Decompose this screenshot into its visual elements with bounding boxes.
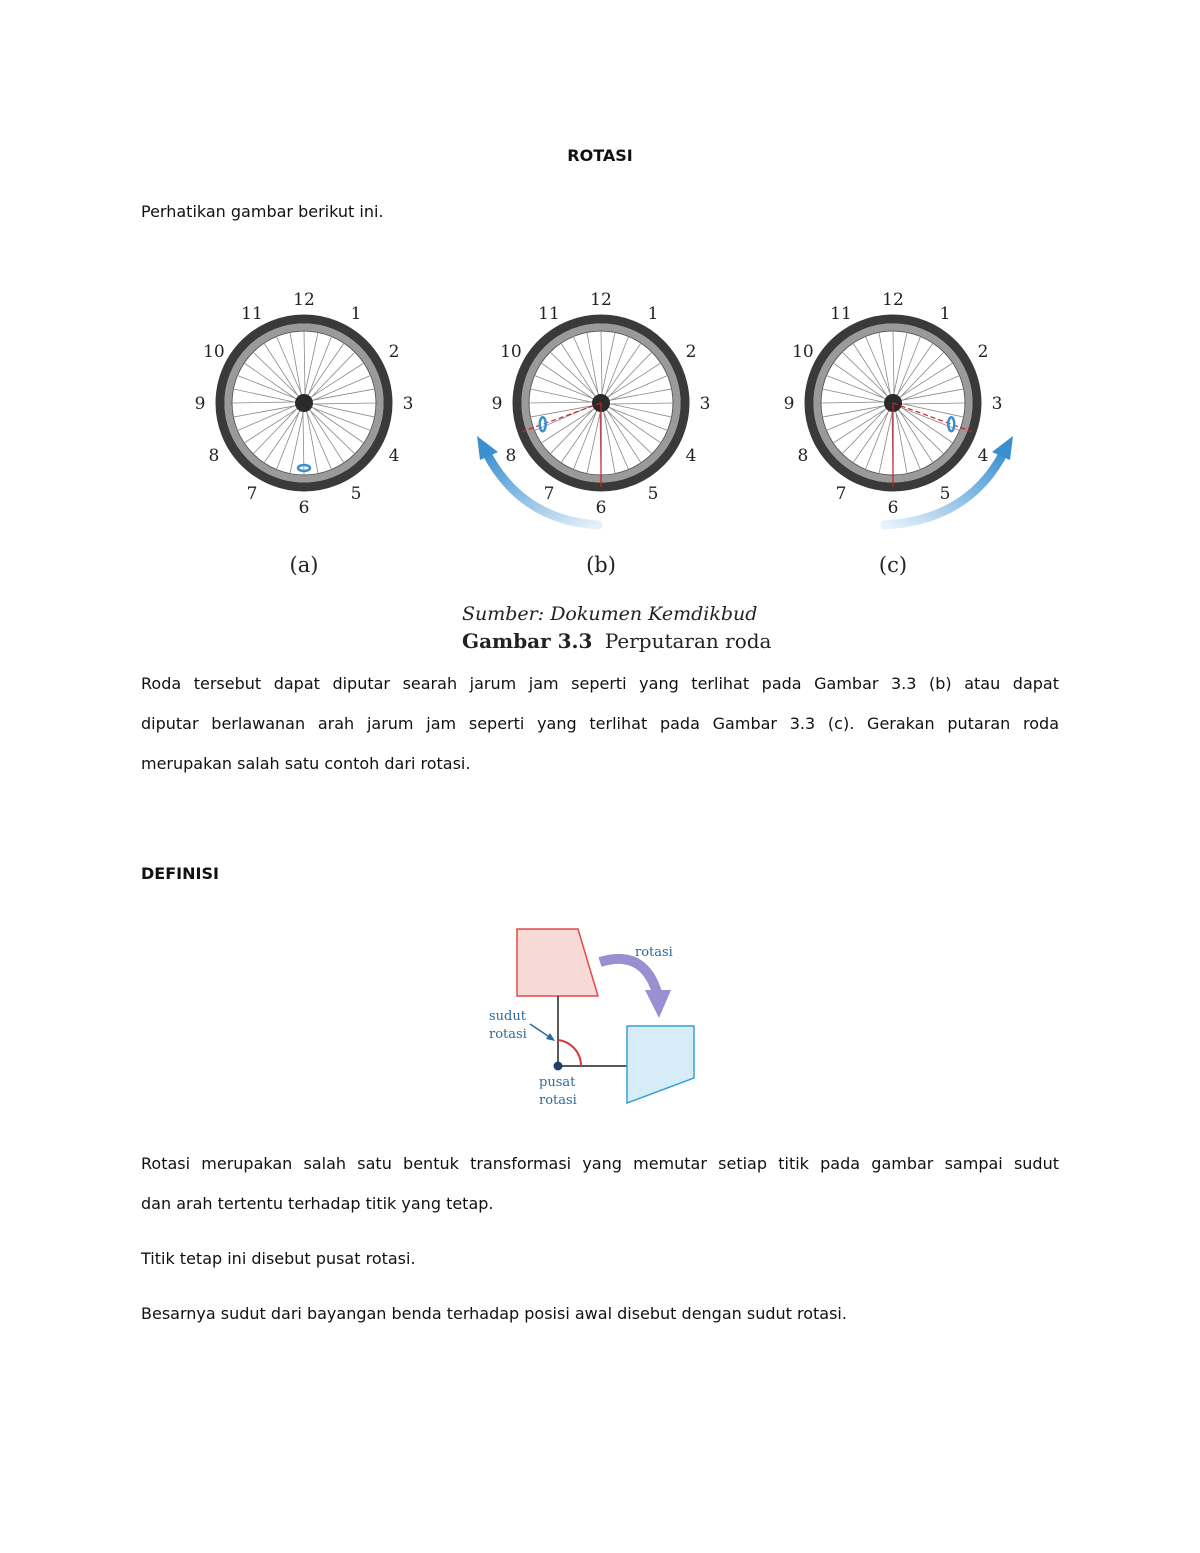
clock-number: 4: [388, 446, 400, 466]
definition-line-3: Titik tetap ini disebut pusat rotasi.: [141, 1249, 416, 1268]
clock-number: 9: [783, 394, 795, 414]
clock-number: 11: [538, 303, 560, 324]
paragraph-1: [141, 664, 1059, 784]
clock-number: 8: [208, 446, 220, 466]
label-rotasi: rotasi: [635, 945, 673, 960]
rotation-diagram: [475, 920, 715, 1115]
rotation-angle-arc: [558, 1040, 581, 1066]
definition-line-4: Besarnya sudut dari bayangan benda terhadap posisi awal disebut dengan sudut rotasi.: [141, 1304, 847, 1323]
clock-number: 5: [647, 484, 659, 505]
definition-paragraph: [141, 1144, 1059, 1224]
clock-number: 8: [505, 446, 517, 466]
clock-number: 9: [491, 394, 503, 414]
clock-number: 7: [835, 484, 847, 505]
label-pusat-rotasi-1: pusat: [539, 1075, 576, 1090]
wheel-figure: [180, 280, 1040, 655]
clock-number: 6: [887, 498, 899, 518]
clockwise-arrowhead: [477, 436, 498, 460]
paragraph-1-line-3: merupakan salah satu contoh dari rotasi.: [141, 754, 471, 773]
definition-line-2: dan arah tertentu terhadap titik yang tetap.: [141, 1194, 494, 1213]
paragraph-1-line-2: diputar berlawanan arah jarum jam seperti yang terlihat pada Gambar 3.3 (c). Gerakan putaran roda: [141, 714, 1059, 733]
clock-number: 12: [293, 290, 315, 310]
clock-number: 2: [685, 342, 697, 362]
paragraph-1-line-1: Roda tersebut dapat diputar searah jarum jam seperti yang terlihat pada Gambar 3.3 (b) atau dapat: [141, 674, 1059, 693]
clock-number: 1: [647, 303, 659, 324]
figure-caption: [462, 629, 772, 653]
clock-number: 2: [977, 342, 989, 362]
clock-number: 4: [685, 446, 697, 466]
definisi-heading: DEFINISI: [141, 864, 219, 883]
figure-caption-text: Perputaran roda: [604, 629, 772, 653]
page-title: ROTASI: [567, 146, 633, 165]
wheel-label-b: (b): [586, 553, 616, 577]
clock-number: 10: [792, 342, 814, 362]
clock-number: 7: [246, 484, 258, 505]
image-shape: [627, 1026, 694, 1103]
wheel-b: [492, 290, 711, 518]
clock-number: 12: [882, 290, 904, 310]
clock-number: 2: [388, 342, 400, 362]
sudut-pointer: [530, 1024, 551, 1038]
clock-number: 1: [350, 303, 362, 324]
intro-text: Perhatikan gambar berikut ini.: [141, 202, 384, 221]
counterclockwise-arrowhead: [992, 436, 1013, 460]
clock-number: 12: [590, 290, 612, 310]
rotation-center-point: [554, 1062, 563, 1071]
figure-source: Sumber: Dokumen Kemdikbud: [462, 603, 758, 625]
clock-number: 4: [977, 446, 989, 466]
clock-number: 10: [500, 342, 522, 362]
wheel-hub: [295, 394, 313, 412]
wheel-c: [784, 290, 1003, 518]
wheel-label-a: (a): [289, 553, 319, 577]
clock-number: 3: [402, 394, 414, 414]
definition-line-1: Rotasi merupakan salah satu bentuk transformasi yang memutar setiap titik pada gambar sampai sudut: [141, 1154, 1059, 1173]
clock-number: 3: [991, 394, 1003, 414]
clock-number: 8: [797, 446, 809, 466]
clock-number: 6: [595, 498, 607, 518]
original-shape: [517, 929, 598, 996]
label-pusat-rotasi-2: rotasi: [539, 1093, 577, 1108]
clock-number: 7: [543, 484, 555, 505]
wheel-label-c: (c): [878, 553, 908, 577]
clock-number: 1: [939, 303, 951, 324]
label-sudut-rotasi-2: rotasi: [489, 1027, 527, 1042]
clock-number: 9: [194, 394, 206, 414]
wheel-a: [195, 290, 414, 518]
label-sudut-rotasi-1: sudut: [489, 1009, 526, 1024]
clock-number: 3: [699, 394, 711, 414]
rotation-arrowhead: [645, 990, 671, 1018]
figure-caption-bold: Gambar 3.3: [462, 629, 593, 653]
clock-number: 11: [830, 303, 852, 324]
sudut-pointer-head: [546, 1033, 555, 1041]
clock-number: 5: [350, 484, 362, 505]
clock-number: 10: [203, 342, 225, 362]
clock-number: 6: [298, 498, 310, 518]
clock-number: 11: [241, 303, 263, 324]
clock-number: 5: [939, 484, 951, 505]
